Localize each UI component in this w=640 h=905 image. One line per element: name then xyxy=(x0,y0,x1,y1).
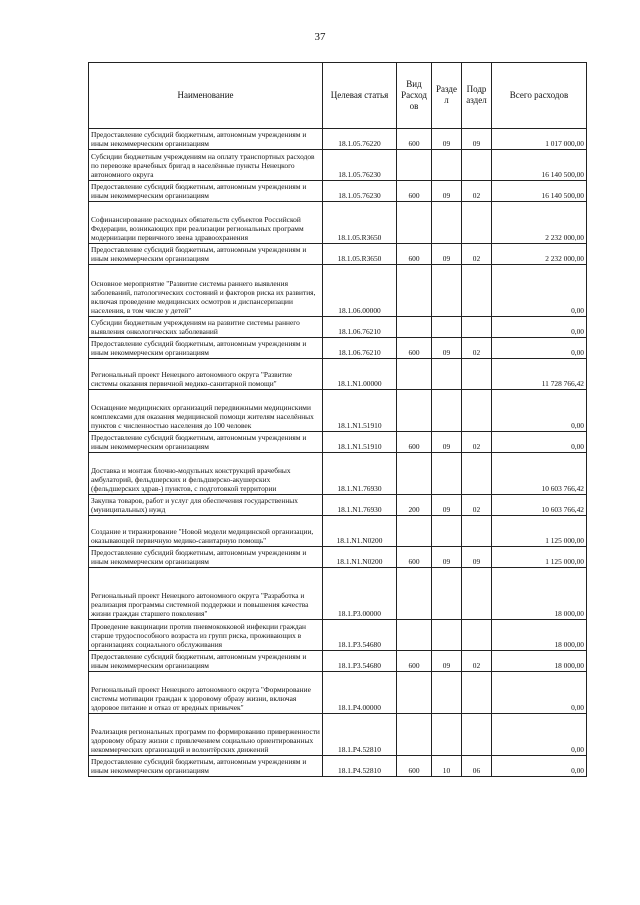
row-razdel xyxy=(432,317,462,338)
row-target: 18.1.N1.76930 xyxy=(323,453,397,495)
row-podrazdel: 02 xyxy=(462,495,492,516)
row-name: Субсидии бюджетным учреждениям на оплату транспортных расходов по перевозке врачебных бригад в населённые пункты Ненецкого автономного округа xyxy=(89,150,323,181)
row-vid xyxy=(397,359,432,390)
row-name: Закупка товаров, работ и услуг для обеспечения государственных (муниципальных) нужд xyxy=(89,495,323,516)
row-name: Проведение вакцинации против пневмококковой инфекции граждан старше трудоспособного возраста из групп риска, проживающих в организациях социального обслуживания xyxy=(89,620,323,651)
row-target: 18.1.06.00000 xyxy=(323,265,397,317)
row-total: 0,00 xyxy=(492,390,587,432)
table-row xyxy=(89,181,587,202)
row-podrazdel: 02 xyxy=(462,338,492,359)
row-vid xyxy=(397,516,432,547)
row-name: Региональный проект Ненецкого автономного округа "Формирование системы мотивации граждан к здоровому образу жизни, включая здоровое питание и отказ от вредных привычек" xyxy=(89,672,323,714)
row-vid: 600 xyxy=(397,547,432,568)
row-vid xyxy=(397,620,432,651)
table-row xyxy=(89,317,587,338)
row-total: 0,00 xyxy=(492,756,587,777)
row-podrazdel: 09 xyxy=(462,129,492,150)
row-total: 18 000,00 xyxy=(492,620,587,651)
row-name: Софинансирование расходных обязательств субъектов Российской Федерации, возникающих при реализации региональных программ модернизации первичного звена здравоохранения xyxy=(89,202,323,244)
row-razdel: 09 xyxy=(432,338,462,359)
row-name: Предоставление субсидий бюджетным, автономным учреждениям и иным некоммерческим организациям xyxy=(89,432,323,453)
row-podrazdel xyxy=(462,620,492,651)
row-name: Предоставление субсидий бюджетным, автономным учреждениям и иным некоммерческим организациям xyxy=(89,756,323,777)
row-podrazdel: 02 xyxy=(462,432,492,453)
header-target: Целевая статья xyxy=(323,63,397,129)
row-vid xyxy=(397,568,432,620)
table-row xyxy=(89,244,587,265)
row-podrazdel: 02 xyxy=(462,244,492,265)
row-target: 18.1.P3.00000 xyxy=(323,568,397,620)
row-target: 18.1.06.76210 xyxy=(323,338,397,359)
row-target: 18.1.N1.N0200 xyxy=(323,516,397,547)
table-row xyxy=(89,129,587,150)
row-podrazdel: 02 xyxy=(462,651,492,672)
page-number: 37 xyxy=(314,31,326,43)
row-razdel: 09 xyxy=(432,181,462,202)
row-total: 16 140 500,00 xyxy=(492,150,587,181)
row-name: Создание и тиражирование "Новой модели медицинской организации, оказывающей первичную медико-санитарную помощь" xyxy=(89,516,323,547)
row-vid: 600 xyxy=(397,651,432,672)
table-row xyxy=(89,359,587,390)
row-target: 18.1.P3.54680 xyxy=(323,651,397,672)
row-name: Предоставление субсидий бюджетным, автономным учреждениям и иным некоммерческим организациям xyxy=(89,338,323,359)
table-row xyxy=(89,432,587,453)
row-podrazdel xyxy=(462,672,492,714)
row-vid: 600 xyxy=(397,756,432,777)
row-vid: 200 xyxy=(397,495,432,516)
row-vid xyxy=(397,202,432,244)
row-target: 18.1.N1.76930 xyxy=(323,495,397,516)
row-podrazdel xyxy=(462,516,492,547)
row-name: Предоставление субсидий бюджетным, автономным учреждениям и иным некоммерческим организациям xyxy=(89,181,323,202)
row-target: 18.1.P4.52810 xyxy=(323,756,397,777)
row-target: 18.1.N1.00000 xyxy=(323,359,397,390)
row-razdel xyxy=(432,714,462,756)
table-row xyxy=(89,516,587,547)
row-target: 18.1.P3.54680 xyxy=(323,620,397,651)
row-vid: 600 xyxy=(397,181,432,202)
row-target: 18.1.P4.00000 xyxy=(323,672,397,714)
row-target: 18.1.05.76230 xyxy=(323,181,397,202)
budget-table xyxy=(88,62,587,777)
row-total: 1 125 000,00 xyxy=(492,547,587,568)
row-vid xyxy=(397,714,432,756)
row-razdel xyxy=(432,359,462,390)
row-razdel xyxy=(432,568,462,620)
row-podrazdel xyxy=(462,453,492,495)
row-total: 0,00 xyxy=(492,432,587,453)
row-razdel: 10 xyxy=(432,756,462,777)
row-podrazdel xyxy=(462,568,492,620)
row-podrazdel xyxy=(462,390,492,432)
row-name: Предоставление субсидий бюджетным, автономным учреждениям и иным некоммерческим организациям xyxy=(89,547,323,568)
row-vid xyxy=(397,265,432,317)
row-total: 18 000,00 xyxy=(492,568,587,620)
row-razdel xyxy=(432,265,462,317)
row-total: 0,00 xyxy=(492,317,587,338)
table-row xyxy=(89,672,587,714)
row-podrazdel xyxy=(462,359,492,390)
table-row xyxy=(89,714,587,756)
row-target: 18.1.05.76220 xyxy=(323,129,397,150)
row-razdel: 09 xyxy=(432,244,462,265)
row-target: 18.1.06.76210 xyxy=(323,317,397,338)
row-razdel xyxy=(432,453,462,495)
table-row xyxy=(89,265,587,317)
row-podrazdel: 02 xyxy=(462,181,492,202)
row-razdel: 09 xyxy=(432,129,462,150)
row-target: 18.1.P4.52810 xyxy=(323,714,397,756)
row-total: 0,00 xyxy=(492,338,587,359)
table-row xyxy=(89,651,587,672)
row-podrazdel xyxy=(462,714,492,756)
row-vid: 600 xyxy=(397,432,432,453)
row-name: Оснащение медицинских организаций передвижными медицинскими комплексами для оказания медицинской помощи жителям населённых пунктов с численностью населения до 100 человек xyxy=(89,390,323,432)
row-razdel xyxy=(432,202,462,244)
table-row xyxy=(89,150,587,181)
row-vid xyxy=(397,390,432,432)
row-vid xyxy=(397,317,432,338)
row-target: 18.1.N1.51910 xyxy=(323,432,397,453)
row-podrazdel xyxy=(462,202,492,244)
row-total: 0,00 xyxy=(492,672,587,714)
row-total: 18 000,00 xyxy=(492,651,587,672)
table-row xyxy=(89,338,587,359)
row-name: Предоставление субсидий бюджетным, автономным учреждениям и иным некоммерческим организациям xyxy=(89,244,323,265)
row-vid xyxy=(397,672,432,714)
row-razdel xyxy=(432,620,462,651)
row-total: 2 232 000,00 xyxy=(492,244,587,265)
row-name: Предоставление субсидий бюджетным, автономным учреждениям и иным некоммерческим организациям xyxy=(89,651,323,672)
header-podrazdel: Подр аздел xyxy=(462,63,492,129)
row-podrazdel xyxy=(462,317,492,338)
row-total: 11 728 766,42 xyxy=(492,359,587,390)
row-podrazdel xyxy=(462,150,492,181)
row-target: 18.1.05.76230 xyxy=(323,150,397,181)
row-total: 1 125 000,00 xyxy=(492,516,587,547)
row-vid: 600 xyxy=(397,129,432,150)
row-podrazdel: 09 xyxy=(462,547,492,568)
row-name: Реализация региональных программ по формированию приверженности здоровому образу жизни с привлечением социально ориентированных некоммерческих организаций и волонтёрских движений xyxy=(89,714,323,756)
table-row xyxy=(89,202,587,244)
row-target: 18.1.05.R3650 xyxy=(323,202,397,244)
row-total: 10 603 766,42 xyxy=(492,495,587,516)
row-name: Региональный проект Ненецкого автономного округа "Разработка и реализация программы системной поддержки и повышения качества жизни граждан старшего поколения" xyxy=(89,568,323,620)
header-vid: Вид Расход ов xyxy=(397,63,432,129)
row-target: 18.1.N1.51910 xyxy=(323,390,397,432)
row-razdel xyxy=(432,390,462,432)
row-razdel: 09 xyxy=(432,432,462,453)
table-header-row xyxy=(89,63,587,129)
table-row xyxy=(89,756,587,777)
row-vid xyxy=(397,453,432,495)
row-podrazdel xyxy=(462,265,492,317)
table-row xyxy=(89,547,587,568)
header-name: Наименование xyxy=(89,63,323,129)
row-name: Доставка и монтаж блочно-модульных конструкций врачебных амбулаторий, фельдшерских и фельдшерско-акушерских (фельдшерских здрав-) пунктов, с подготовкой территории xyxy=(89,453,323,495)
row-razdel: 09 xyxy=(432,547,462,568)
row-total: 0,00 xyxy=(492,265,587,317)
row-razdel xyxy=(432,150,462,181)
row-total: 16 140 500,00 xyxy=(492,181,587,202)
table-row xyxy=(89,453,587,495)
row-razdel: 09 xyxy=(432,651,462,672)
row-razdel xyxy=(432,672,462,714)
table-row xyxy=(89,495,587,516)
row-name: Предоставление субсидий бюджетным, автономным учреждениям и иным некоммерческим организациям xyxy=(89,129,323,150)
row-total: 2 232 000,00 xyxy=(492,202,587,244)
table-row xyxy=(89,390,587,432)
row-vid: 600 xyxy=(397,244,432,265)
header-razdel: Разде л xyxy=(432,63,462,129)
row-podrazdel: 06 xyxy=(462,756,492,777)
row-razdel: 09 xyxy=(432,495,462,516)
row-vid: 600 xyxy=(397,338,432,359)
header-total: Всего расходов xyxy=(492,63,587,129)
row-total: 0,00 xyxy=(492,714,587,756)
row-total: 10 603 766,42 xyxy=(492,453,587,495)
row-target: 18.1.05.R3650 xyxy=(323,244,397,265)
row-razdel xyxy=(432,516,462,547)
row-target: 18.1.N1.N0200 xyxy=(323,547,397,568)
table-row xyxy=(89,568,587,620)
row-name: Основное мероприятие "Развитие системы раннего выявления заболеваний, патологических состояний и факторов риска их развития, включая проведение медицинских осмотров и диспансеризации населения, в том числе у детей" xyxy=(89,265,323,317)
row-total: 1 017 000,00 xyxy=(492,129,587,150)
row-name: Субсидии бюджетным учреждениям на развитие системы раннего выявления онкологических заболеваний xyxy=(89,317,323,338)
row-name: Региональный проект Ненецкого автономного округа "Развитие системы оказания первичной медико-санитарной помощи" xyxy=(89,359,323,390)
row-vid xyxy=(397,150,432,181)
table-row xyxy=(89,620,587,651)
